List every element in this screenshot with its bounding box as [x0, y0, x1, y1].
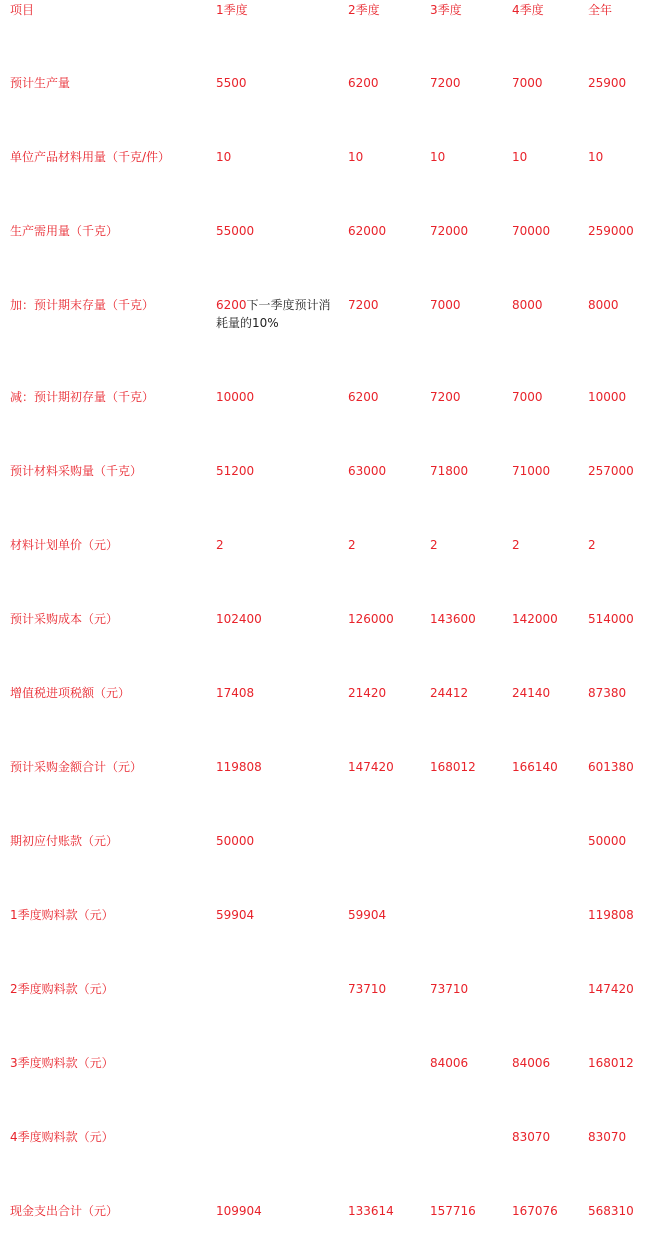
cell-q3: 168012	[430, 760, 476, 774]
cell-q3: 24412	[430, 686, 469, 700]
cell-q3: 7200	[430, 76, 461, 90]
cell-q4: 7000	[512, 76, 543, 90]
cell-year: 514000	[588, 612, 634, 626]
cell-year: 147420	[588, 982, 634, 996]
cell-year: 257000	[588, 464, 634, 478]
cell-q4: 142000	[512, 612, 558, 626]
header-q3: 3季度	[430, 3, 462, 17]
row-label: 预计材料采购量（千克）	[10, 464, 143, 478]
cell-q2: 126000	[348, 612, 394, 626]
cell-year: 601380	[588, 760, 634, 774]
cell-q4: 2	[512, 538, 520, 552]
cell-q1: 10	[216, 150, 232, 164]
cell-q1: 2	[216, 538, 224, 552]
row-label: 增值税进项税额（元）	[10, 686, 131, 700]
cell-q2: 10	[348, 150, 364, 164]
row-label: 材料计划单价（元）	[10, 538, 119, 552]
cell-q1: 17408	[216, 686, 255, 700]
cell-q2: 73710	[348, 982, 387, 996]
cell-year: 568310	[588, 1204, 634, 1218]
cell-q4: 7000	[512, 390, 543, 404]
row-label: 生产需用量（千克）	[10, 224, 119, 238]
row-label: 预计采购金额合计（元）	[10, 760, 143, 774]
row-label: 单位产品材料用量（千克/件）	[10, 150, 171, 164]
cell-q4: 167076	[512, 1204, 558, 1218]
cell-q3: 71800	[430, 464, 469, 478]
cell-q1: 10000	[216, 390, 255, 404]
cell-q1	[216, 296, 340, 332]
header-year: 全年	[588, 3, 613, 17]
cell-q1-note: 下一季度预计消耗量的10%	[216, 298, 331, 330]
header-q2: 2季度	[348, 3, 380, 17]
cell-q1: 55000	[216, 224, 255, 238]
cell-year: 50000	[588, 834, 627, 848]
cell-q3: 72000	[430, 224, 469, 238]
cell-q3: 7200	[430, 390, 461, 404]
row-label: 现金支出合计（元）	[10, 1204, 119, 1218]
cell-year: 8000	[588, 298, 619, 312]
row-label: 4季度购料款（元）	[10, 1130, 114, 1144]
cell-q1: 50000	[216, 834, 255, 848]
row-label: 减：预计期初存量（千克）	[10, 390, 155, 404]
row-label: 期初应付账款（元）	[10, 834, 119, 848]
cell-q1: 59904	[216, 908, 255, 922]
cell-year: 10	[588, 150, 604, 164]
cell-year: 87380	[588, 686, 627, 700]
header-item: 项目	[10, 3, 35, 17]
cell-year: 119808	[588, 908, 634, 922]
cell-q1: 51200	[216, 464, 255, 478]
cell-q1-value: 6200	[216, 298, 247, 312]
cell-year: 168012	[588, 1056, 634, 1070]
cell-q3: 84006	[430, 1056, 469, 1070]
cell-q2: 6200	[348, 390, 379, 404]
header-q1: 1季度	[216, 3, 248, 17]
cell-q1: 5500	[216, 76, 247, 90]
cell-q1: 102400	[216, 612, 262, 626]
cell-q3: 7000	[430, 298, 461, 312]
cell-q4: 24140	[512, 686, 551, 700]
cell-q3: 2	[430, 538, 438, 552]
cell-year: 83070	[588, 1130, 627, 1144]
row-label: 预计采购成本（元）	[10, 612, 119, 626]
cell-q4: 70000	[512, 224, 551, 238]
cell-q2: 63000	[348, 464, 387, 478]
row-label: 预计生产量	[10, 76, 71, 90]
cell-q3: 10	[430, 150, 446, 164]
cell-q2: 62000	[348, 224, 387, 238]
cell-q3: 73710	[430, 982, 469, 996]
row-label: 加：预计期末存量（千克）	[10, 298, 155, 312]
cell-year: 2	[588, 538, 596, 552]
cell-q4: 166140	[512, 760, 558, 774]
cell-q4: 8000	[512, 298, 543, 312]
cell-q2: 6200	[348, 76, 379, 90]
cell-q2: 21420	[348, 686, 387, 700]
header-q4: 4季度	[512, 3, 544, 17]
cell-year: 10000	[588, 390, 627, 404]
cell-year: 25900	[588, 76, 627, 90]
cell-q2: 133614	[348, 1204, 394, 1218]
cell-q2: 2	[348, 538, 356, 552]
cell-q2: 59904	[348, 908, 387, 922]
cell-q3: 143600	[430, 612, 476, 626]
row-label: 1季度购料款（元）	[10, 908, 114, 922]
row-label: 3季度购料款（元）	[10, 1056, 114, 1070]
cell-q1: 119808	[216, 760, 262, 774]
cell-q4: 83070	[512, 1130, 551, 1144]
row-label: 2季度购料款（元）	[10, 982, 114, 996]
cell-q4: 84006	[512, 1056, 551, 1070]
cell-year: 259000	[588, 224, 634, 238]
cell-q4: 71000	[512, 464, 551, 478]
cell-q4: 10	[512, 150, 528, 164]
cell-q1: 109904	[216, 1204, 262, 1218]
cell-q2: 147420	[348, 760, 394, 774]
cell-q3: 157716	[430, 1204, 476, 1218]
cell-q2: 7200	[348, 298, 379, 312]
